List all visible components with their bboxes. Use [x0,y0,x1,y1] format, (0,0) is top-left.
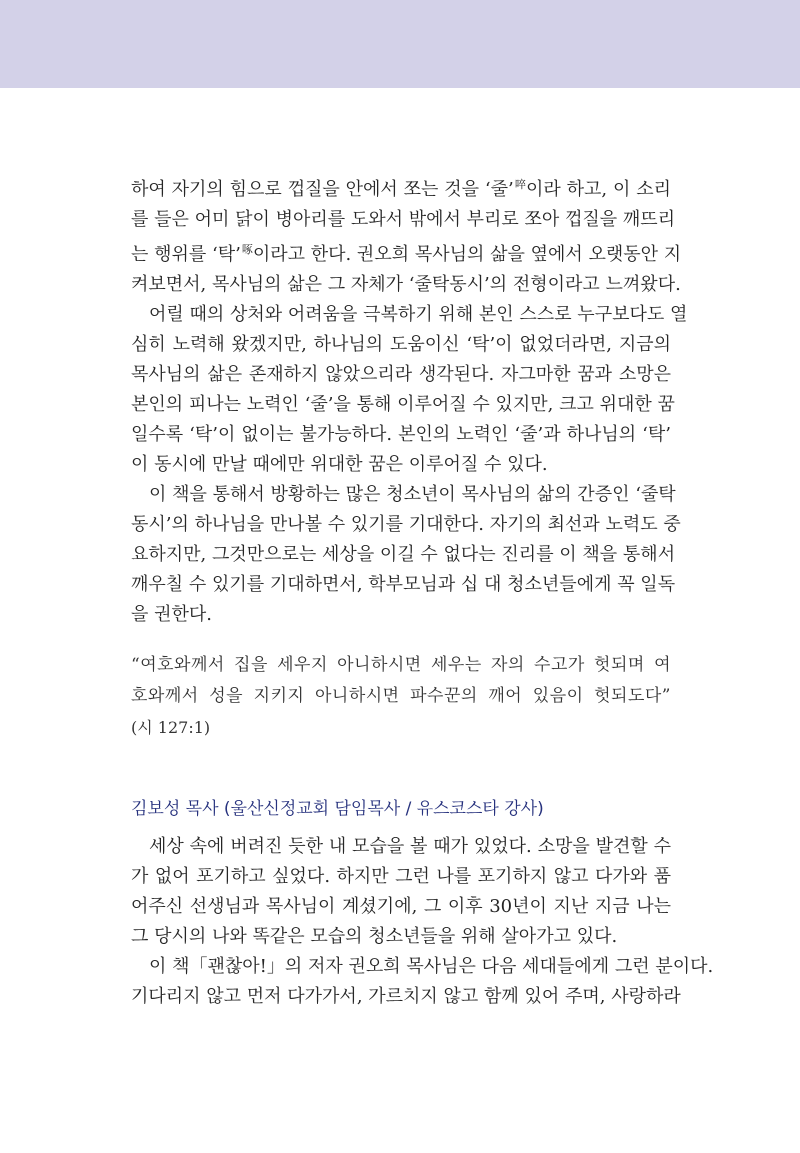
paragraph-2 [131,300,688,480]
text-line: 를 들은 어미 닭이 병아리를 도와서 밖에서 부리로 쪼아 껍질을 깨뜨리 [131,209,676,230]
text-line: 세상 속에 버려진 듯한 내 모습을 볼 때가 있었다. 소망을 발견할 수 [149,836,671,857]
paragraph-4 [131,832,671,952]
quote-line: 호와께서 성을 지키지 아니하시면 파수꾼의 깨어 있음이 헛되도다” [131,686,671,706]
text-line: 는 행위를 ‘탁’$^啄$이라고 한다. 권오희 목사님의 삶을 옆에서 오랫동안 지 [131,243,682,265]
text-line: 이 책을 통해서 방황하는 많은 청소년이 목사님의 삶의 간증인 ‘줄탁 [149,484,676,505]
text-line: 이 동시에 만날 때에만 위대한 꿈은 이루어질 수 있다. [131,454,548,475]
hanja-annotation: 啐 [514,178,527,191]
text-line: 기다리지 않고 먼저 다가가서, 가르치지 않고 함께 있어 주며, 사랑하라 [131,986,681,1007]
text-line: 본인의 피나는 노력인 ‘줄’을 통해 이루어질 수 있지만, 크고 위대한 꿈 [131,394,675,415]
text-line: 어릴 때의 상처와 어려움을 극복하기 위해 본인 스스로 누구보다도 열 [149,304,688,325]
text-line: 어주신 선생님과 목사님이 계셨기에, 그 이후 30년이 지난 지금 나는 [131,896,671,917]
paragraph-1 [131,170,682,300]
text-line: 심히 노력해 왔겠지만, 하나님의 도움이신 ‘탁’이 없었더라면, 지금의 [131,334,671,355]
paragraph-5 [131,952,714,1012]
text-line: 하여 자기의 힘으로 껍질을 안에서 쪼는 것을 ‘줄’$^啐$이라 하고, 이 소리 [131,178,671,200]
text-line: 동시’의 하나님을 만나볼 수 있기를 기대한다. 자기의 최선과 노력도 중 [131,514,681,535]
text-line: 가 없어 포기하고 싶었다. 하지만 그런 나를 포기하지 않고 다가와 품 [131,866,671,887]
text-line: 그 당시의 나와 똑같은 모습의 청소년들을 위해 살아가고 있다. [131,926,618,947]
text-line: 깨우칠 수 있기를 기대하면서, 학부모님과 십 대 청소년들에게 꼭 일독 [131,574,676,595]
body-text-2 [131,832,714,1012]
text-line: 을 권한다. [131,604,212,625]
body-text [131,170,688,743]
text-line: 요하지만, 그것만으로는 세상을 이길 수 없다는 진리를 이 책을 통해서 [131,544,676,565]
paragraph-3 [131,480,681,630]
text-line: 이 책「괜찮아!」의 저자 권오희 목사님은 다음 세대들에게 그런 분이다. [149,956,714,977]
scripture-quote [131,650,671,743]
text-line: 목사님의 삶은 존재하지 않았으리라 생각된다. 자그마한 꿈과 소망은 [131,364,671,385]
text-line: 켜보면서, 목사님의 삶은 그 자체가 ‘줄탁동시’의 전형이라고 느껴왔다. [131,274,681,295]
quote-reference: (시 127:1) [131,718,211,737]
header-band [0,0,800,88]
quote-line: “여호와께서 집을 세우지 아니하시면 세우는 자의 수고가 헛되며 여 [131,655,671,675]
author-heading: 김보성 목사 (울산신정교회 담임목사 / 유스코스타 강사) [131,799,544,819]
text-line: 일수록 ‘탁’이 없이는 불가능하다. 본인의 노력인 ‘줄’과 하나님의 ‘탁’ [131,424,671,445]
hanja-annotation: 啄 [241,243,253,256]
